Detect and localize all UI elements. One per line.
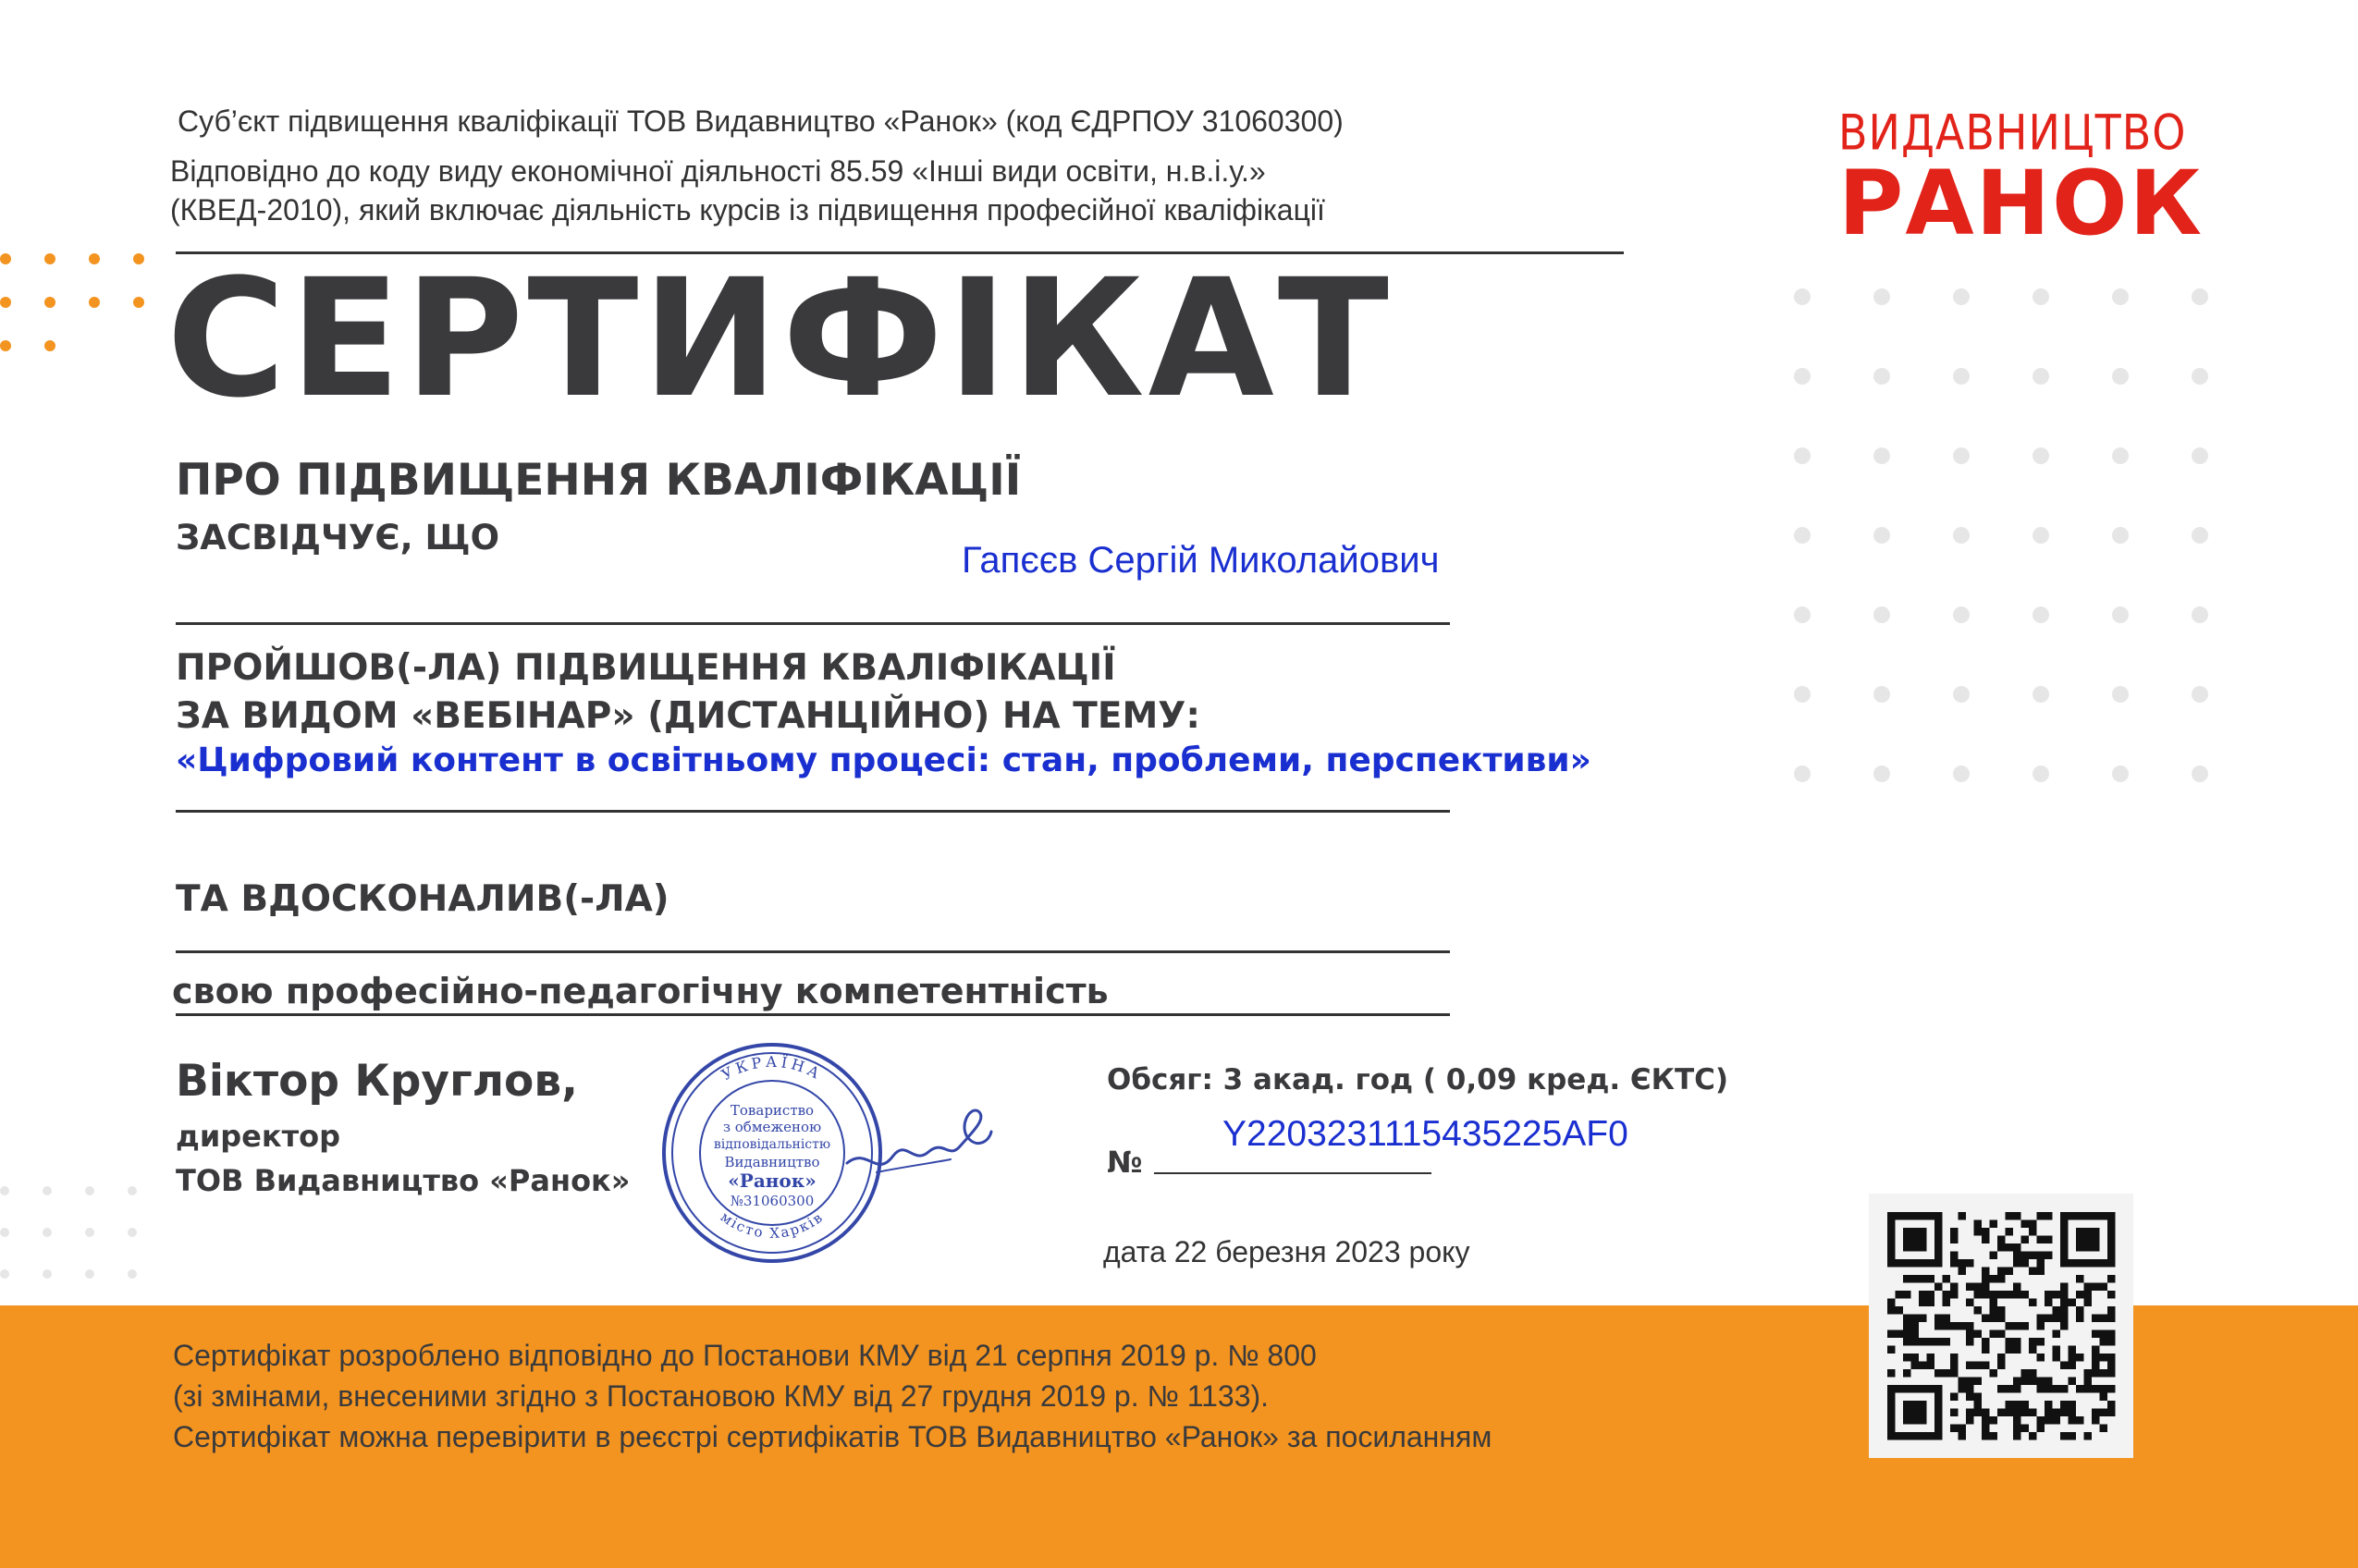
name-underline — [176, 622, 1450, 625]
decorative-dot — [89, 297, 100, 308]
certificate-subtitle: ПРО ПІДВИЩЕННЯ КВАЛІФІКАЦІЇ — [176, 455, 1022, 506]
decorative-dot — [133, 253, 144, 264]
certificate-title: СЕРТИФІКАТ — [166, 244, 1393, 434]
stamp-country: УКРАЇНА — [718, 1052, 826, 1084]
decorative-dot — [1794, 447, 1811, 464]
decorative-dot — [2192, 527, 2208, 544]
stamp-line2: з обмеженою — [722, 1119, 822, 1135]
decorative-dot — [1873, 447, 1890, 464]
decorative-dot — [128, 1228, 137, 1237]
signatory-position: директор — [176, 1119, 341, 1154]
decorative-dot — [1953, 368, 1970, 385]
decorative-dot — [1953, 606, 1970, 623]
decorative-dot — [2112, 288, 2129, 305]
orange-dot-pattern — [0, 253, 144, 351]
completed-line1: ПРОЙШОВ(-ЛА) ПІДВИЩЕННЯ КВАЛІФІКАЦІЇ — [176, 647, 1116, 689]
decorative-dot — [2033, 447, 2049, 464]
recipient-name: Гапєєв Сергій Миколайович — [962, 540, 1440, 581]
stamp-line3: відповідальністю — [713, 1137, 831, 1152]
webinar-topic: «Цифровий контент в освітньому процесі: стан, проблеми, перспективи» — [176, 741, 1591, 779]
issue-date: дата 22 березня 2023 року — [1103, 1235, 1470, 1268]
decorative-dot — [44, 297, 55, 308]
decorative-dot — [1873, 527, 1890, 544]
decorative-dot — [0, 340, 11, 351]
decorative-dot — [2112, 606, 2129, 623]
decorative-dot — [2192, 686, 2208, 703]
improved-value: свою професійно-педагогічну компетентність — [172, 971, 1109, 1011]
decorative-dot — [2033, 766, 2049, 782]
decorative-dot — [0, 297, 11, 308]
publisher-logo — [1838, 104, 2204, 255]
director-signature — [840, 1091, 997, 1193]
decorative-dot — [89, 253, 100, 264]
decorative-dot — [2192, 368, 2208, 385]
stamp-line5: «Ранок» — [728, 1170, 817, 1192]
footer-line1: Сертифікат розроблено відповідно до Постанови КМУ від 21 серпня 2019 р. № 800 — [173, 1339, 1317, 1372]
decorative-dot — [1794, 766, 1811, 782]
svg-text:місто Харків — [718, 1208, 827, 1242]
decorative-dot — [1794, 527, 1811, 544]
decorative-dot — [1873, 288, 1890, 305]
signatory-org: ТОВ Видавництво «Ранок» — [176, 1163, 631, 1198]
header-issuer: Суб’єкт підвищення кваліфікації ТОВ Видавництво «Ранок» (код ЄДРПОУ 31060300) — [178, 104, 1344, 138]
decorative-dot — [1794, 368, 1811, 385]
decorative-dot — [1794, 686, 1811, 703]
decorative-dot — [2033, 288, 2049, 305]
footer-line3: Сертифікат можна перевірити в реєстрі сертифікатів ТОВ Видавництво «Ранок» за посиланням — [173, 1420, 1492, 1454]
decorative-dot — [1953, 686, 1970, 703]
footer-line2: (зі змінами, внесеними згідно з Постановою КМУ від 27 грудня 2019 р. № 1133). — [173, 1379, 1270, 1414]
decorative-dot — [1873, 368, 1890, 385]
decorative-dot — [2033, 527, 2049, 544]
decorative-dot — [1873, 766, 1890, 782]
decorative-dot — [2112, 686, 2129, 703]
signatory-name: Віктор Круглов, — [176, 1056, 578, 1107]
decorative-dot — [2192, 447, 2208, 464]
logo-top-text: ВИДАВНИЦТВО — [1838, 104, 2187, 162]
decorative-dot — [2112, 766, 2129, 782]
decorative-dot — [1953, 288, 1970, 305]
header-kved-line2: (КВЕД-2010), який включає діяльність курсів із підвищення професійної кваліфікації — [170, 193, 1325, 227]
verification-qr-code[interactable] — [1869, 1194, 2133, 1458]
stamp-code: №31060300 — [730, 1193, 815, 1209]
footer-text — [173, 1335, 1492, 1457]
decorative-dot — [128, 1186, 137, 1195]
grey-dot-pattern — [1794, 288, 2208, 782]
improved-underline2 — [176, 1013, 1450, 1016]
decorative-dot — [85, 1228, 94, 1237]
decorative-dot — [1953, 766, 1970, 782]
decorative-dot — [0, 253, 11, 264]
decorative-dot — [1873, 686, 1890, 703]
grey-dot-pattern-lower — [0, 1186, 137, 1320]
decorative-dot — [2033, 368, 2049, 385]
volume-text: Обсяг: 3 акад. год ( 0,09 кред. ЄКТС) — [1107, 1063, 1729, 1096]
certifies-label: ЗАСВІДЧУЄ, ЩО — [176, 518, 500, 557]
stamp-city: місто Харків — [717, 1207, 828, 1242]
completed-line2: ЗА ВИДОМ «ВЕБІНАР» (ДИСТАНЦІЙНО) НА ТЕМУ: — [176, 695, 1200, 737]
stamp-line4: Видавництво — [724, 1154, 820, 1170]
decorative-dot — [2192, 606, 2208, 623]
decorative-dot — [2112, 527, 2129, 544]
decorative-dot — [128, 1269, 137, 1279]
decorative-dot — [1953, 527, 1970, 544]
decorative-dot — [0, 1228, 9, 1237]
number-underline — [1154, 1172, 1431, 1174]
number-label: № — [1107, 1145, 1143, 1180]
decorative-dot — [133, 297, 144, 308]
decorative-dot — [1794, 606, 1811, 623]
header-kved-line1: Відповідно до коду виду економічної діяльності 85.59 «Інші види освіти, н.в.і.у.» — [170, 154, 1266, 188]
improved-underline1 — [176, 950, 1450, 953]
decorative-dot — [44, 253, 55, 264]
certificate-number: Y2203231115435225AF0 — [1222, 1114, 1628, 1154]
decorative-dot — [43, 1269, 52, 1279]
decorative-dot — [0, 1269, 9, 1279]
decorative-dot — [2033, 606, 2049, 623]
stamp-line1: Товариство — [730, 1102, 815, 1119]
svg-text:УКРАЇНА — [718, 1052, 826, 1084]
topic-underline — [176, 810, 1450, 813]
decorative-dot — [85, 1186, 94, 1195]
decorative-dot — [1794, 288, 1811, 305]
decorative-dot — [2192, 766, 2208, 782]
decorative-dot — [43, 1186, 52, 1195]
decorative-dot — [0, 1186, 9, 1195]
decorative-dot — [2192, 288, 2208, 305]
decorative-dot — [1953, 447, 1970, 464]
decorative-dot — [1873, 606, 1890, 623]
logo-bottom-text: РАНОК — [1838, 152, 2204, 255]
improved-label: ТА ВДОСКОНАЛИВ(-ЛА) — [176, 878, 669, 920]
decorative-dot — [2112, 368, 2129, 385]
decorative-dot — [43, 1228, 52, 1237]
decorative-dot — [2033, 686, 2049, 703]
decorative-dot — [85, 1269, 94, 1279]
decorative-dot — [2112, 447, 2129, 464]
decorative-dot — [44, 340, 55, 351]
